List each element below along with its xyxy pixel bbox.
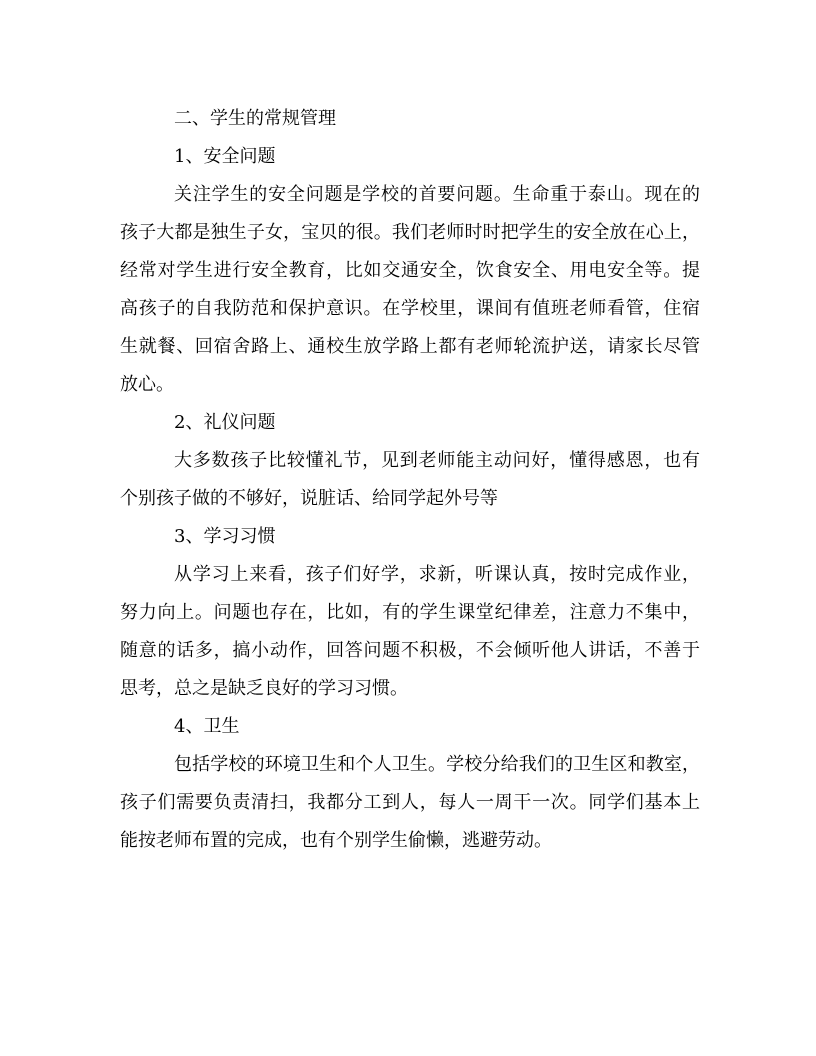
paragraph-line: 高孩子的自我防范和保护意识。在学校里，课间有值班老师看管，住宿 — [120, 298, 700, 319]
paragraph-line: 孩子大都是独生子女，宝贝的很。我们老师时时把学生的安全放在心上， — [120, 222, 700, 243]
paragraph-line: 生就餐、回宿舍路上、通校生放学路上都有老师轮流护送，请家长尽管 — [120, 336, 700, 357]
paragraph-line: 大多数孩子比较懂礼节，见到老师能主动问好，懂得感恩，也有 — [174, 450, 700, 471]
item-heading-study-habits: 3、学习习惯 — [174, 526, 276, 547]
item-heading-safety: 1、安全问题 — [174, 146, 276, 167]
paragraph-line: 关注学生的安全问题是学校的首要问题。生命重于泰山。现在的 — [174, 184, 700, 205]
paragraph-line: 能按老师布置的完成，也有个别学生偷懒，逃避劳动。 — [120, 830, 552, 851]
paragraph-line: 包括学校的环境卫生和个人卫生。学校分给我们的卫生区和教室， — [174, 754, 700, 775]
section-title: 二、学生的常规管理 — [174, 108, 336, 129]
paragraph-line: 思考，总之是缺乏良好的学习习惯。 — [120, 678, 408, 699]
paragraph-line: 努力向上。问题也存在，比如，有的学生课堂纪律差，注意力不集中， — [120, 602, 700, 623]
paragraph-line: 从学习上来看，孩子们好学，求新，听课认真，按时完成作业， — [174, 564, 700, 585]
paragraph-line: 经常对学生进行安全教育，比如交通安全，饮食安全、用电安全等。提 — [120, 260, 700, 281]
paragraph-line: 随意的话多，搞小动作，回答问题不积极，不会倾听他人讲话，不善于 — [120, 640, 700, 661]
item-heading-hygiene: 4、卫生 — [174, 716, 240, 737]
paragraph-line: 放心。 — [120, 374, 174, 395]
paragraph-line: 孩子们需要负责清扫，我都分工到人，每人一周干一次。同学们基本上 — [120, 792, 700, 813]
item-heading-etiquette: 2、礼仪问题 — [174, 412, 276, 433]
document-page — [120, 100, 700, 860]
paragraph-line: 个别孩子做的不够好，说脏话、给同学起外号等 — [120, 488, 498, 509]
